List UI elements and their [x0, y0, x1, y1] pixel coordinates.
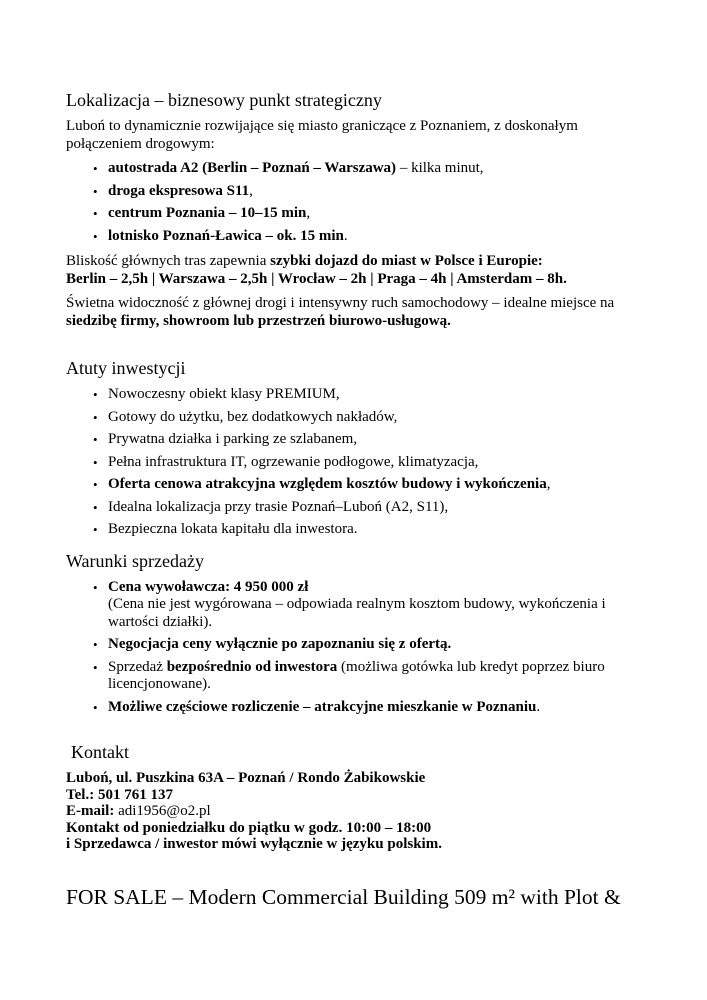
location-intro-paragraph: Luboń to dynamicznie rozwijające się miasto graniczące z Poznaniem, z doskonałym połączeniem drogowym:: [66, 118, 578, 152]
text-run-bold: Oferta cenowa atrakcyjna względem kosztów budowy i wykończenia: [108, 476, 547, 492]
text-run: ,: [306, 205, 311, 221]
text-run-bold: Możliwe częściowe rozliczenie – atrakcyjne mieszkanie w Poznaniu: [108, 698, 537, 715]
text-run: Prywatna działka i parking ze szlabanem,: [108, 431, 358, 447]
text-run-bold: bezpośrednio od inwestora: [166, 658, 338, 675]
text-run: Świetna widoczność z głównej drogi i intensywny ruch samochodowy – idealne miejsce na: [66, 295, 615, 311]
text-run: (możliwa gotówka lub kredyt poprzez biuro licencjonowane).: [108, 658, 605, 692]
contact-heading: Kontakt: [71, 742, 129, 762]
contact-email-label: E-mail:: [66, 803, 115, 819]
section-advantages: [66, 358, 641, 539]
visibility-paragraph: [66, 295, 641, 330]
location-bullet-list: [66, 160, 641, 245]
text-run: ,: [546, 476, 551, 492]
contact-address: Luboń, ul. Puszkina 63A – Poznań / Rondo Żabikowskie: [66, 770, 426, 786]
list-item: [108, 579, 641, 632]
list-item: [108, 409, 641, 427]
list-item: [108, 160, 641, 178]
list-item: [108, 521, 641, 539]
list-item: [108, 431, 641, 449]
list-item: [108, 205, 641, 223]
advantages-bullet-list: [66, 386, 641, 539]
terms-heading: Warunki sprzedaży: [66, 550, 204, 571]
list-item: [108, 476, 641, 494]
section-contact: [66, 742, 641, 853]
list-item: [108, 499, 641, 517]
contact-language-note: i Sprzedawca / inwestor mówi wyłącznie w języku polskim.: [66, 836, 442, 852]
list-item: [108, 636, 641, 654]
list-item: [108, 659, 641, 694]
text-run-bold: Berlin – 2,5h | Warszawa – 2,5h | Wrocław – 2h | Praga – 4h | Amsterdam – 8h.: [66, 270, 567, 287]
list-item: [108, 228, 641, 246]
text-run: Pełna infrastruktura IT, ogrzewanie podłogowe, klimatyzacja,: [108, 453, 479, 470]
text-run-bold: droga ekspresowa S11: [108, 182, 250, 199]
text-run: Sprzedaż: [108, 658, 167, 675]
text-run: Idealna lokalizacja przy trasie Poznań–Luboń (A2, S11),: [108, 498, 449, 515]
text-run: Nowoczesny obiekt klasy PREMIUM,: [108, 386, 340, 402]
footer-title: FOR SALE – Modern Commercial Building 509 m² with Plot &: [66, 884, 621, 909]
list-item: [108, 183, 641, 201]
advantages-heading: Atuty inwestycji: [66, 358, 186, 378]
text-run-bold: Cena wywoławcza: 4 950 000 zł: [108, 578, 309, 595]
access-paragraph: [66, 253, 641, 288]
text-run-bold: lotnisko Poznań-Ławica – ok. 15 min: [108, 227, 344, 244]
text-run: ,: [249, 182, 253, 199]
text-run: Gotowy do użytku, bez dodatkowych nakładów,: [108, 408, 398, 425]
text-run: Bliskość głównych tras zapewnia: [66, 253, 271, 269]
text-run: .: [343, 227, 348, 244]
text-run: .: [536, 698, 541, 715]
list-item: [108, 699, 641, 717]
contact-block: [66, 770, 641, 853]
list-item: [108, 386, 641, 404]
contact-phone: Tel.: 501 761 137: [66, 786, 173, 803]
location-heading: Lokalizacja – biznesowy punkt strategiczny: [66, 90, 382, 110]
text-run-bold: centrum Poznania – 10–15 min: [108, 205, 307, 221]
section-location: [66, 90, 641, 330]
section-terms: [66, 551, 641, 717]
text-run-bold: autostrada A2 (Berlin – Poznań – Warszawa): [108, 160, 397, 176]
text-run-bold: szybki dojazd do miast w Polsce i Europie:: [270, 253, 543, 269]
contact-email-value: adi1956@o2.pl: [114, 803, 211, 819]
terms-bullet-list: [66, 579, 641, 717]
list-item: [108, 454, 641, 472]
text-run: Bezpieczna lokata kapitału dla inwestora.: [108, 521, 358, 537]
text-run: (Cena nie jest wygórowana – odpowiada realnym kosztom budowy, wykończenia i wartości działki).: [108, 596, 606, 630]
text-run-bold: Negocjacja ceny wyłącznie po zapoznaniu się z ofertą.: [108, 636, 452, 652]
text-run-bold: siedzibę firmy, showroom lub przestrzeń biurowo-usługową.: [66, 312, 451, 329]
contact-hours: Kontakt od poniedziałku do piątku w godz. 10:00 – 18:00: [66, 819, 432, 836]
text-run: – kilka minut,: [396, 160, 484, 176]
